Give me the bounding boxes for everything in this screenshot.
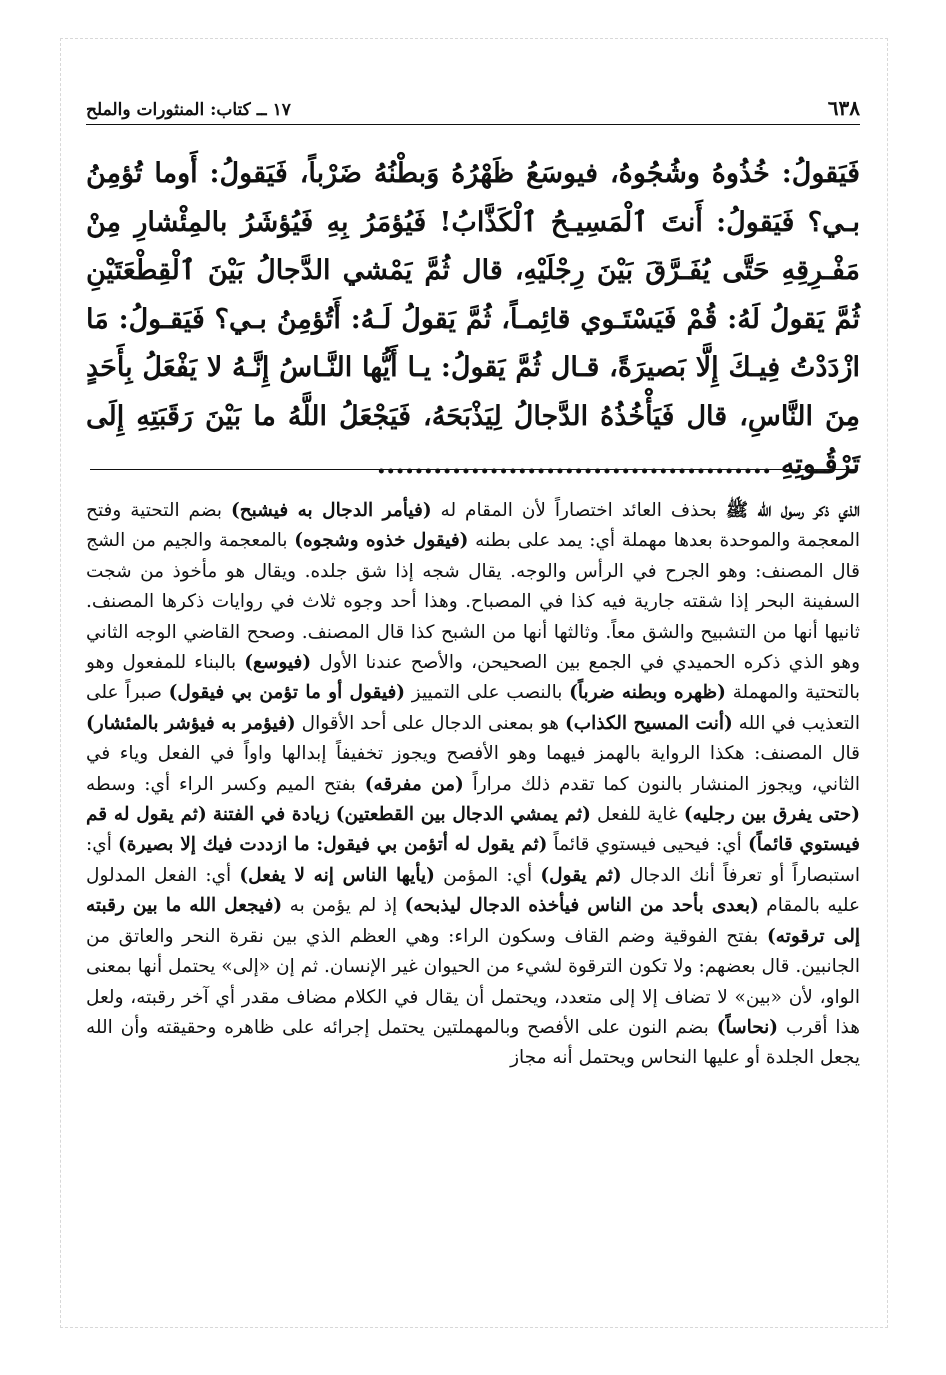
quoted-text: زيادة في الفتنة xyxy=(212,804,330,826)
quoted-text: (بعدى بأحد من الناس فيأخذه الدجال ليذبحه) xyxy=(404,895,759,917)
page-number: ٦٣٨ xyxy=(827,96,860,120)
quoted-text: (حتى يفرق بين رجليه) xyxy=(683,804,860,826)
commentary-text: بالمعجمة والجيم من الشج قال المصنف: وهو الجرح في الرأس والوجه. يقال شجه إذا شق جلده. ويقال هو مأخوذ من شجت السفينة البحر إذا شقته جارية فيه كذا في المصباح. وهذا أحد وجوه ثلاث في روايات ذكرها المصنف. ثانيها أنها من التشبيح والشق معاً. وثالثها أنها من الشبح كذا قال المصنف. وصحح القاضي الوجه الثاني وهو الذي ذكره الحميدي في الجمع بين الصحيحن، والأصح عندنا الأول xyxy=(86,530,860,674)
page-header xyxy=(86,84,860,125)
commentary-text: بفتح الميم وكسر الراء أي: وسطه xyxy=(86,773,365,795)
quoted-text: (ثم يقول له أتؤمن بي فيقول: ما ازددت فيك إلا بصيرة) xyxy=(118,834,548,856)
commentary-paragraph xyxy=(86,496,860,1074)
commentary-text: أي: المؤمن xyxy=(434,864,541,886)
running-title: ١٧ ــ كتاب: المنثورات والملح xyxy=(86,100,291,120)
commentary-text: بالبناء للمفعول وهو بالتحتية والمهملة xyxy=(86,652,860,704)
hadith-text xyxy=(86,150,860,490)
commentary-text: بحذف العائد اختصاراً لأن المقام له xyxy=(431,500,726,521)
quoted-text: (فيجعل الله ما بين رقبته إلى ترقوته) xyxy=(86,895,861,947)
quoted-text: (ثم يقول له قم فيستوي قائماً) xyxy=(86,804,860,856)
quoted-text: (فيوسع) xyxy=(244,652,312,674)
quoted-text: (أنت المسيح الكذاب) xyxy=(564,712,733,734)
commentary-text: بضم النون على الأفصح وبالمهملتين يحتمل إجرائه على ظاهره وحقيقته وأن الله يجعل الجلدة أو عليها النحاس ويحتمل أنه مجاز xyxy=(86,1016,860,1069)
commentary xyxy=(86,496,860,1074)
commentary-text: أي: الفعل المدلول عليه بالمقام xyxy=(86,864,860,917)
commentary-text: بفتح الفوقية وضم القاف وسكون الراء: وهي العظم الذي بين نقرة النحر والعاتق من الجانبين. قال بعضهم: ولا تكون الترقوة لشيء من الحيوان غير الإنسان. ثم إن «إلى» يحتمل أنها بمعنى الواو، لأن «بين» لا تضاف إلا إلى متعدد، ويحتمل أن يقال في الكلام مضاف مقدر أي آخر رقبته، ولعل هذا أقرب xyxy=(86,925,860,1038)
quoted-text: (فيؤمر به فيؤشر بالمئشار) xyxy=(86,712,296,734)
commentary-text: غاية للفعل xyxy=(590,804,684,826)
separator-line xyxy=(90,469,856,470)
quoted-text: (ظهره وبطنه ضرباً) xyxy=(569,682,726,704)
commentary-text: قال المصنف: هكذا الرواية بالهمز فيهما وهو الأفصح ويجوز تخفيفاً إبدالها واواً في الفعل وياء في الثاني، ويجوز المنشار بالنون كما تقدم ذلك مراراً xyxy=(86,743,860,795)
commentary-text: إذ لم يؤمن به xyxy=(282,895,405,917)
quoted-text: (يأيها الناس إنه لا يفعل) xyxy=(239,864,435,886)
commentary-text: بضم التحتية وفتح المعجمة والموحدة بعدها مهملة أي: يمد على بطنه xyxy=(86,500,860,552)
quoted-text: (فيقول أو ما تؤمن بي فيقول) xyxy=(168,682,406,704)
quoted-text: (من مفرقه) xyxy=(364,773,464,795)
hadith-paragraph: فَيَقولُ: خُذُوهُ وشُجُوهُ، فيوسَعُ ظَهْرُهُ وَبطْنُهُ ضَرْباً، فَيَقولُ: أَوما تُؤمِنُ بـي؟ فَيَقولُ: أَنتَ ٱلْمَسِيـحُ ٱلْكَذَّابُ! فَيُؤمَرُ بِهِ فَيُؤشَرُ بالمِئْشارِ مِنْ مَفْـرِقِهِ حَتَّى يُفَـرَّقَ بَيْنَ رِجْلَيْهِ، قال ثُمَّ يَمْشي الدَّجالُ بَيْنَ ٱلْقِطْعَتَيْنِ ثُمَّ يَقولُ لَهُ: قُمْ فَيَسْتَـوي قائِمـاً، ثُمَّ يَقولُ لَـهُ: أَتُؤمِنُ بـي؟ فَيَقـولُ: مَا ازْدَدْتُ فِيـكَ إِلَّا بَصيرَةً، قـال ثُمَّ يَقولُ: يـا أَيُّها النَّـاسُ إِنَّـهُ لا يَفْعَلُ بِأَحَدٍ مِنَ النَّاسِ، قال فَيَأْخُذُهُ الدَّجالُ لِيَذْبَحَهُ، فَيَجْعَلُ اللَّهُ ما بَيْنَ رَقَبَتِهِ إِلَى تَرْقُـوتِهِ .......................................... xyxy=(86,158,860,480)
commentary-text: هو بمعنى الدجال على أحد الأقوال xyxy=(295,712,565,734)
quoted-text: الذي ذكر رسول الله ﷺ xyxy=(725,500,860,521)
quoted-text: (ثم يمشي الدجال بين القطعتين) xyxy=(335,804,591,826)
commentary-text: بالنصب على التمييز xyxy=(405,682,570,704)
quoted-text: (فيقول خذوه وشجوه) xyxy=(294,530,469,552)
commentary-text: أي: استبصاراً أو تعرفاً أنك الدجال xyxy=(86,834,860,886)
quoted-text: (فيأمر الدجال به فيشبح) xyxy=(230,500,432,521)
quoted-text: (ثم يقول) xyxy=(540,864,622,886)
commentary-text: أي: فيحيى فيستوي قائماً xyxy=(547,834,748,856)
quoted-text: (نحاساً) xyxy=(716,1016,779,1038)
commentary-text: صبراً على التعذيب في الله xyxy=(86,682,860,734)
